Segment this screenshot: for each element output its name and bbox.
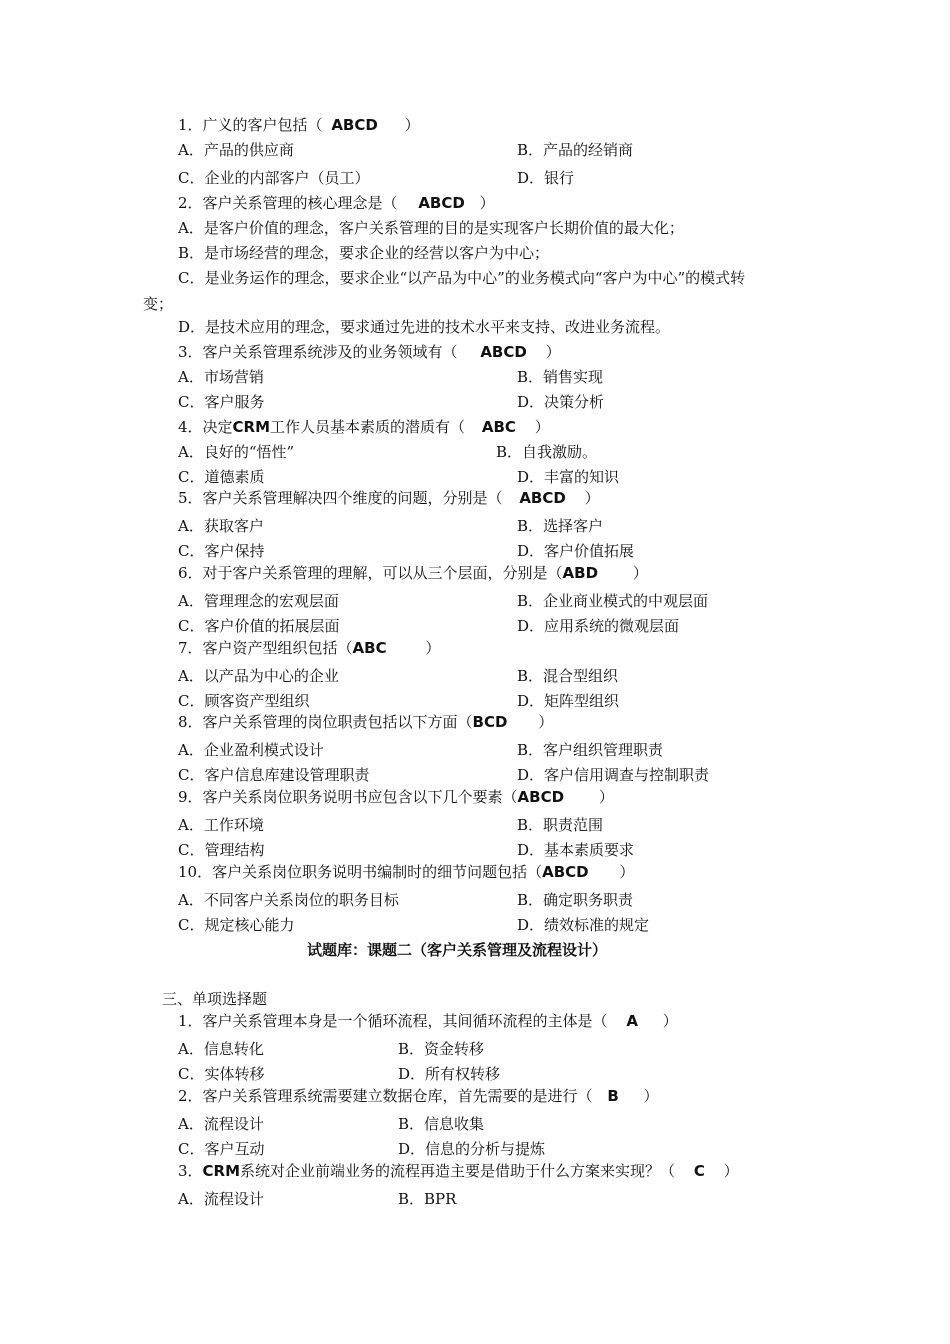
question-3: 3．客户关系管理系统涉及的业务领域有（ ABCD ）: [178, 343, 561, 361]
question-8: 8．客户关系管理的岗位职责包括以下方面（BCD ）: [178, 713, 554, 731]
option: B．混合型组织: [517, 667, 619, 685]
option: B．自我激励。: [496, 443, 598, 461]
option: A．是客户价值的理念，客户关系管理的目的是实现客户长期价值的最大化；: [178, 219, 684, 237]
question-10: 10．客户关系岗位职务说明书编制时的细节问题包括（ABCD ）: [178, 863, 635, 881]
option: C．管理结构: [178, 841, 265, 859]
option: D．矩阵型组织: [517, 692, 620, 710]
option: B．客户组织管理职责: [517, 741, 664, 759]
option: A．工作环境: [178, 816, 264, 834]
option: A．流程设计: [178, 1115, 264, 1133]
option: B．销售实现: [517, 368, 604, 386]
option: C．客户保持: [178, 542, 265, 560]
answer-2: ABCD: [418, 194, 465, 212]
option: D．绩效标准的规定: [517, 916, 650, 934]
option: D．应用系统的微观层面: [517, 617, 680, 635]
single-answer-2: B: [607, 1087, 619, 1105]
question-2: 2．客户关系管理的核心理念是（ ABCD ）: [178, 194, 495, 212]
option: D．客户信用调查与控制职责: [517, 766, 710, 784]
option: A．不同客户关系岗位的职务目标: [178, 891, 399, 909]
option: C．道德素质: [178, 468, 265, 486]
option: A．流程设计: [178, 1190, 264, 1208]
section-title: 试题库：课题二（客户关系管理及流程设计）: [307, 941, 608, 959]
answer-5: ABCD: [519, 489, 566, 507]
question-9: 9．客户关系岗位职务说明书应包含以下几个要素（ABCD ）: [178, 788, 614, 806]
option: A．信息转化: [178, 1040, 264, 1058]
option: C．规定核心能力: [178, 916, 295, 934]
section-heading: 三、单项选择题: [162, 990, 268, 1008]
option: A．管理理念的宏观层面: [178, 592, 339, 610]
question-5: 5．客户关系管理解决四个维度的问题，分别是（ ABCD ）: [178, 489, 600, 507]
option: C．顾客资产型组织: [178, 692, 310, 710]
option: C．企业的内部客户（员工）: [178, 169, 370, 187]
option: C．客户价值的拓展层面: [178, 617, 340, 635]
question-4: 4．决定CRM工作人员基本素质的潜质有（ ABC ）: [178, 418, 550, 436]
option: B．信息收集: [398, 1115, 485, 1133]
option: B．确定职务职责: [517, 891, 634, 909]
answer-9: ABCD: [517, 788, 565, 806]
option: C．实体转移: [178, 1065, 265, 1083]
option: B．资金转移: [398, 1040, 485, 1058]
option: A．获取客户: [178, 517, 264, 535]
option-continuation: 变；: [143, 295, 174, 313]
option: D．银行: [517, 169, 575, 187]
single-question-2: 2．客户关系管理系统需要建立数据仓库，首先需要的是进行（ B ）: [178, 1087, 659, 1105]
answer-10: ABCD: [542, 863, 589, 881]
option: D．客户价值拓展: [517, 542, 635, 560]
single-question-3: 3．CRM系统对企业前端业务的流程再造主要是借助于什么方案来实现？（ C ）: [178, 1162, 739, 1180]
option: A．产品的供应商: [178, 141, 294, 159]
option: A．良好的“悟性”: [178, 443, 295, 461]
question-7: 7．客户资产型组织包括（ABC ）: [178, 639, 441, 657]
option: A．企业盈利模式设计: [178, 741, 324, 759]
option: D．基本素质要求: [517, 841, 635, 859]
option: B．产品的经销商: [517, 141, 634, 159]
single-question-1: 1．客户关系管理本身是一个循环流程，其间循环流程的主体是（ A ）: [178, 1012, 678, 1030]
option: D．丰富的知识: [517, 468, 620, 486]
option: D．信息的分析与提炼: [398, 1140, 546, 1158]
single-answer-3: C: [693, 1162, 705, 1180]
option: A．以产品为中心的企业: [178, 667, 339, 685]
option: B．BPR: [398, 1190, 457, 1208]
option: B．企业商业模式的中观层面: [517, 592, 709, 610]
answer-3: ABCD: [480, 343, 527, 361]
answer-8: BCD: [472, 713, 508, 731]
option: C．客户服务: [178, 393, 265, 411]
question-1: 1．广义的客户包括（ ABCD ）: [178, 116, 420, 134]
option: C．客户互动: [178, 1140, 265, 1158]
answer-4: ABC: [481, 418, 516, 436]
answer-7: ABC: [352, 639, 387, 657]
option: C．是业务运作的理念，要求企业“以产品为中心”的业务模式向“客户为中心”的模式转: [178, 269, 746, 287]
option: B．是市场经营的理念，要求企业的经营以客户为中心；: [178, 244, 550, 262]
option: B．职责范围: [517, 816, 604, 834]
answer-6: ABD: [562, 564, 599, 582]
option: C．客户信息库建设管理职责: [178, 766, 370, 784]
option: D．是技术应用的理念，要求通过先进的技术水平来支持、改进业务流程。: [178, 318, 671, 336]
option: D．所有权转移: [398, 1065, 501, 1083]
option: B．选择客户: [517, 517, 604, 535]
option: D．决策分析: [517, 393, 605, 411]
answer-1: ABCD: [331, 116, 378, 134]
single-answer-1: A: [626, 1012, 638, 1030]
question-6: 6．对于客户关系管理的理解，可以从三个层面，分别是（ABD ）: [178, 564, 648, 582]
option: A．市场营销: [178, 368, 264, 386]
